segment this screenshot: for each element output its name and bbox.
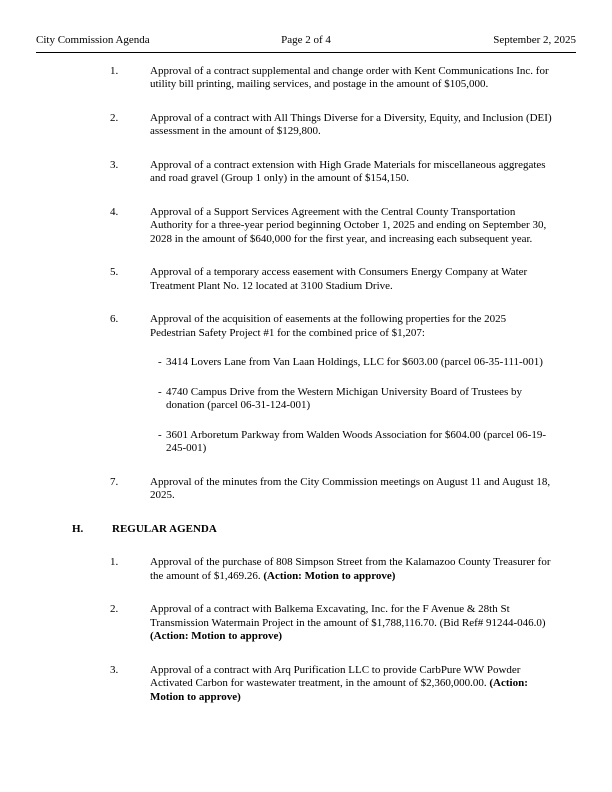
item-text [150,556,552,583]
item-text: Approval of a contract supplemental and change order with Kent Communications Inc. for utility bill printing, mailing services, and postage in the amount of $105,000. [150,64,549,90]
document-header [36,34,576,53]
item-number: 2. [110,603,119,615]
item-text: Approval of a temporary access easement with Consumers Energy Company at Water Treatment Plant No. 12 located at 3100 Stadium Drive. [150,266,528,292]
agenda-content [36,65,576,705]
item-paragraph: Approval of the acquisition of easements at the following properties for the 2025 Pedestrian Safety Project #1 for the combined price of $1,207: [150,313,507,339]
sub-item-3 [158,429,552,456]
dash-bullet: - [158,385,162,398]
header-document-title: City Commission Agenda [36,34,150,46]
item-paragraph: Approval of a contract with Balkema Excavating, Inc. for the F Avenue & 28th St Transmission Watermain Project in the amount of $1,788,116.70. (Bid Ref# 91244-046.0) [150,603,546,629]
item-number: 1. [110,64,119,77]
dash-bullet: - [158,428,162,441]
item-text [150,603,552,644]
header-date: September 2, 2025 [493,34,576,46]
section-title: REGULAR AGENDA [112,522,217,535]
consent-item-6 [36,313,576,456]
consent-item-7 [36,476,576,503]
section-heading-regular-agenda [36,523,576,537]
regular-agenda-item-2 [36,603,576,644]
item-number: 7. [110,475,119,488]
item-number: 2. [110,111,119,124]
item-text [150,664,552,705]
regular-agenda-item-1 [36,556,576,583]
item-text [150,313,552,456]
consent-item-2 [36,112,576,139]
consent-item-4 [36,206,576,247]
regular-agenda-item-3 [36,664,576,705]
item-number: 1. [110,556,119,568]
item-text: Approval of the minutes from the City Commission meetings on August 11 and August 18, 2025. [150,475,551,501]
header-page-indicator: Page 2 of 4 [281,34,331,46]
item-paragraph: Approval of the purchase of 808 Simpson Street from the Kalamazoo County Treasurer for the amount of $1,469.26. [150,556,551,582]
sub-item-text: 3414 Lovers Lane from Van Laan Holdings, LLC for $603.00 (parcel 06-35-111-001) [166,356,543,368]
item-number: 3. [110,663,119,676]
sub-item-text: 4740 Campus Drive from the Western Michigan University Board of Trustees by donation (parcel 06-31-124-001) [166,385,523,411]
item-text: Approval of a Support Services Agreement with the Central County Transportation Authority for a three-year period beginning October 1, 2025 and ending on September 30, 2028 in the amount of $640,000 for the first year, and increasing each subsequent year. [150,205,547,245]
item-text: Approval of a contract with All Things Diverse for a Diversity, Equity, and Inclusion (DEI) assessment in the amount of $129,800. [150,111,552,137]
consent-item-1 [36,65,576,92]
item-text: Approval of a contract extension with High Grade Materials for miscellaneous aggregates and road gravel (Group 1 only) in the amount of $154,150. [150,158,546,184]
sub-item-1 [158,356,552,370]
section-letter: H. [72,522,84,535]
consent-item-3 [36,159,576,186]
dash-bullet: - [158,356,162,368]
consent-item-5 [36,266,576,293]
sub-item-2 [158,386,552,413]
item-action-label: (Action: Motion to approve) [150,677,528,703]
item-number: 4. [110,205,119,218]
item-action-label: (Action: Motion to approve) [150,630,283,642]
item-paragraph: Approval of a contract with Arq Purification LLC to provide CarbPure WW Powder Activated Carbon for wastewater treatment, in the amount of $2,360,000.00. [150,663,521,689]
item-number: 3. [110,158,119,171]
item-number: 5. [110,266,119,278]
item-action-label: (Action: Motion to approve) [263,569,396,582]
item-number: 6. [110,313,119,325]
sub-item-text: 3601 Arboretum Parkway from Walden Woods Association for $604.00 (parcel 06-19-245-001) [166,428,546,454]
